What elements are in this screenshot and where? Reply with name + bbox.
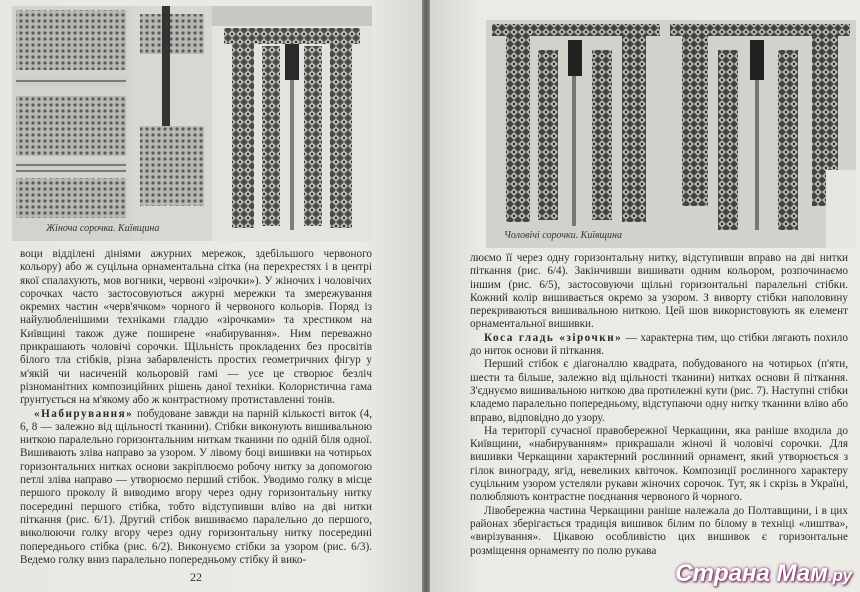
caption-label: Жіноча сорочка. bbox=[46, 223, 116, 234]
book-gutter bbox=[422, 0, 430, 592]
watermark-main: Страна Мам bbox=[675, 560, 828, 587]
right-paragraph-5: Лівобережна частина Черкащини раніше належала до Полтавщини, і в цих районах зберігається традиція вишивок білим по білому в техніці «лиштва», «вирізування». Цікавою особливістю цих вишивок є горизонтальне розміщення орнаменту по полю рукава bbox=[470, 504, 848, 557]
right-photo-caption bbox=[504, 230, 622, 241]
right-body-text bbox=[470, 252, 848, 558]
mens-shirts-illustration bbox=[486, 20, 856, 248]
caption-place: Київщина bbox=[118, 223, 160, 234]
watermark-domain: .ру bbox=[827, 566, 852, 585]
left-paragraph-1: воци відділені дініями ажурних мережок, здебільшого червоного кольору) або ж суцільна орнаментальна сітка (на перехрестях і в центрі якої спалахують, мов вогники, червоні «зірочки»). У жіночих і чоловічих сорочках часто застосовуються ажурні мережки та змережування окремих частин «черв'ячком» чорного й червоного кольорів. Поряд із найулюбленішими техніками гладдю «зірочками» та хрестиком на Київщині також дуже поширене «набирування». Ним переважно прикрашають чоловічі сорочки. Щільність прокладених без просвітів білого тла стібків, різна забарвленість простих геометричних фігур у м'якій чи насиченій кольоровій гамі — усе це створює безліч різноманітних композиційних рішень даної техніки. Колористична гама ґрунтується на м'якому або ж контрастному протиставленні тонів. bbox=[20, 248, 372, 407]
mens-shirts-photo bbox=[486, 20, 856, 248]
page-number: 22 bbox=[190, 570, 202, 584]
left-body-text bbox=[20, 248, 372, 567]
right-paragraph-2-text: — характерна тим, що стібки лягають похило до ниток основи й піткання. bbox=[470, 331, 848, 358]
caption-label: Чоловічі сорочки. bbox=[504, 230, 579, 241]
left-page bbox=[0, 0, 422, 592]
term-kosa-glad: Коса гладь «зірочки» bbox=[484, 331, 623, 344]
left-paragraph-2-text: побудоване завжди на парній кількості виток (4, 6, 8 — залежно від щільності тканини). Стібки виконують вишивальною ниткою паралельно горизонтальним ниткам тканини по одній біля одної. Вишивають зліва направо за узором. У лівому боці вишивки на чотирьох горизонтальних нитках основи закріплюємо робочу нитку за допомогою петлі зліва направо — утворюємо перший стібок. Уводимо голку в місце першого проколу й виводимо вгору через одну горизонтальну нитку посередині першого стібка, тобто відступивши вліво на дві нитки піткання (рис. 6/1). Другий стібок вишиваємо паралельно до першого, виколюючи голку вгору через одну горизонтальну нитку посередині попереднього стібка (рис. 6/2). Виконуємо стібки за узором (рис. 6/3). Ведемо голку вниз паралельно попередньому стібку й вико- bbox=[20, 407, 372, 566]
womans-shirt-photo bbox=[12, 6, 372, 241]
right-paragraph-3: Перший стібок є діагоналлю квадрата, побудованого на чотирьох (п'яти, шести та більше, залежно від щільності тканини) нитках основи й піткання. З'єднуємо вишивальною ниткою два протилежні кути (рис. 7). Наступні стібки кладемо паралельно попередньому, відступаючи одну нитку тканини вліво або вправо, відповідно до узору. bbox=[470, 358, 848, 424]
right-paragraph-2 bbox=[470, 332, 848, 359]
left-paragraph-2 bbox=[20, 408, 372, 568]
right-page bbox=[430, 0, 860, 592]
left-photo-caption bbox=[46, 223, 159, 234]
site-watermark bbox=[675, 560, 852, 588]
caption-place: Київщина bbox=[580, 230, 622, 241]
right-paragraph-1: люємо її через одну горизонтальну нитку, відступивши вправо на дві нитки піткання (рис. 6/4). Закінчивши вишивати одним кольором, розпочинаємо іншим (рис. 6/5), застосовуючи щільні горизонтальні паралельні стібки. Кожний колір вишивається окремо за узором. З виворту стібки наполовину перекриваються вишивальною ниткою. Цей шов використовують як елемент орнаментальної вишивки. bbox=[470, 252, 848, 331]
right-paragraph-4: На території сучасної правобережної Черкащини, яка раніше входила до Київщини, «набируванням» прикрашали жіночі й чоловічі сорочки. Для вишивки Черкащини характерний рослинний орнамент, який утворюється з гілок винограду, ягід, невеликих квіточок. Композиції рослинного характеру суцільним узором устеляли рукави жіночих сорочок. Тут, як і скрізь в Україні, полюбляють контрастне поєднання червоного й чорного. bbox=[470, 424, 848, 504]
term-naburuvannia: «Набирування» bbox=[34, 407, 134, 420]
womans-shirt-illustration bbox=[12, 6, 372, 241]
